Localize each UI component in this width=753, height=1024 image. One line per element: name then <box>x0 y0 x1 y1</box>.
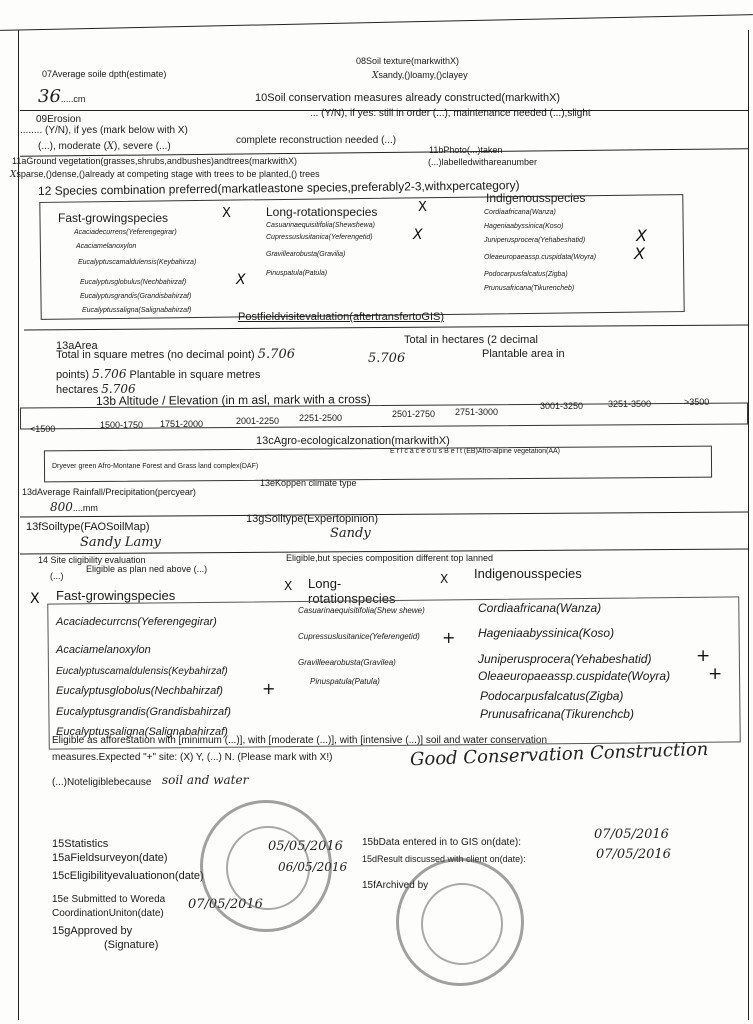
f13a-l1-value: 5.706 <box>257 347 295 362</box>
f12-indig-cross-1: X <box>636 226 647 245</box>
f15b-value: 07/05/2016 <box>594 827 669 842</box>
f13d-label: 13dAverage Rainfall/Precipitation(percyear) <box>22 487 196 497</box>
f12-label: 12 Species combination preferred(markatleastone species,preferably2-3,withxpercategory) <box>37 178 520 198</box>
top-border <box>0 14 753 31</box>
f13a-l1 <box>56 348 295 361</box>
f13f-value: Sandy Lamy <box>80 535 161 550</box>
f09-line2-wrap <box>38 142 171 152</box>
f14-indig-plus-2: + <box>708 664 723 684</box>
f14-hw2: soil and water <box>162 773 249 787</box>
f15d-value: 07/05/2016 <box>596 847 671 862</box>
f14-indig-item-2: Juniperusprocera(Yehabeshatid) <box>478 652 652 666</box>
f09-line1: ........ (Y/N), if yes (mark below with X) <box>20 125 188 136</box>
rule-3 <box>24 324 748 330</box>
f14-indig-item-3: Oleaeuropaeassp.cuspidate(Woyra) <box>478 669 671 683</box>
f13b-cell-4: 2251-2500 <box>299 413 343 423</box>
f14-indig-plus-1: + <box>696 646 711 666</box>
f12-long-item-2: Gravillearobusta(Gravilia) <box>266 251 346 258</box>
f13a-l2c: Plantable area in <box>482 348 565 360</box>
f13c-opt1: Dryever green Afro-Montane Forest and Grass land complex(DAF) <box>52 463 259 470</box>
office-stamp-right <box>396 858 524 986</box>
f07-value-wrap <box>38 88 85 106</box>
f14-opt1p: (...) <box>50 571 64 581</box>
f14-indig-item-4: Podocarpusfalcatus(Zigba) <box>480 689 624 703</box>
f13b-cell-9: >3500 <box>684 397 710 407</box>
f13d-value: 800 <box>50 500 73 514</box>
f11a-mark: X <box>10 170 17 180</box>
f13b-cell-2: 1751-2000 <box>160 419 204 429</box>
f12-long-item-1: Cupressuslusitanica(Yeferengetid) <box>266 234 373 241</box>
f12-indig-item-2: Juniperusprocera(Yehabeshatid) <box>484 237 586 244</box>
f15c-label: 15cEligibilityevaluationon(date) <box>52 870 204 882</box>
f13b-cell-6: 2751-3000 <box>455 407 499 417</box>
f12-long-mark: X <box>418 200 427 215</box>
f14-fast-item-3: Eucalyptusglobolus(Nechbahirzaf) <box>56 685 223 697</box>
f12-long-item-0: Casuarinaequisitifolia(Shewshewa) <box>266 222 375 229</box>
f08-label: 08Soil texture(markwithX) <box>356 56 460 66</box>
f14-long-item-1: Cupressuslusitanice(Yeferengetid) <box>298 632 420 641</box>
f12-fast-item-1: Acaciamelanoxylon <box>76 243 137 250</box>
f09-line2b: ), severe (...) <box>114 141 171 152</box>
f13f-label: 13fSoiltype(FAOSoilMap) <box>26 521 150 533</box>
f07-unit: .....cm <box>60 94 86 104</box>
f14-affor2: measures.Expected "+" site: (X) Y, (...) N. (Please mark with X!) <box>52 752 333 763</box>
f12-indig-item-3: Oleaeuropaeassp.cuspidata(Woyra) <box>484 254 597 261</box>
f07-label: 07Average soile dpth(estimate) <box>42 69 167 79</box>
f08-mark: X <box>372 71 379 81</box>
f14-indig-item-5: Prunusafricana(Tikurenchcb) <box>480 707 634 721</box>
f15e-label2: CoordinationUniton(date) <box>52 908 164 919</box>
f14-long-plus: + <box>442 628 456 647</box>
f14-fast-mark: X <box>30 591 40 607</box>
f08-options: sandy,()loamy,()clayey <box>378 70 468 80</box>
f12-fast-item-3: Eucalyptusglobulus(Nechbahirzaf) <box>80 279 187 286</box>
f13c-opt2: E r i c a c e o u s B e l t (EB)Afro-alpine vegetation(AA) <box>390 448 561 455</box>
f13d-unit: ....mm <box>72 503 98 513</box>
f13b-cell-0: <1500 <box>30 424 56 434</box>
f14-indig-title: Indigenousspecies <box>474 566 582 581</box>
f14-long-title1: Long- <box>308 576 342 591</box>
f14-fast-item-5: Eucalyptussaligna(Salignabahirzaf) <box>56 726 228 738</box>
f15e-value: 07/05/2016 <box>188 897 263 912</box>
f13a-l2-text: points) <box>56 369 90 381</box>
rule-4 <box>20 511 748 517</box>
f13b-label: 13b Altitude / Elevation (in m asl, mark with a cross) <box>95 392 371 408</box>
f12-fast-title: Fast-growingspecies <box>58 211 169 225</box>
f13a-l2b: Plantable in square metres <box>129 369 261 381</box>
f12-fast-mark: X <box>222 206 231 221</box>
f13b-cell-5: 2501-2750 <box>392 409 436 419</box>
f14-fast-plus: + <box>262 679 276 698</box>
f12-fast-cross: X <box>236 272 246 288</box>
f14-opt1: Eligible as plan ned above (...) <box>86 564 208 574</box>
f07-value: 36 <box>38 86 61 107</box>
f13a-l3-value: 5.706 <box>101 382 136 396</box>
f13a-l3-text: hectares <box>56 384 99 396</box>
f13b-cell-1: 1500-1750 <box>100 420 144 430</box>
f13b-cell-7: 3001-3250 <box>540 401 584 411</box>
f13a-label: 13aArea <box>56 340 98 352</box>
f14-long-item-0: Casuarinaequisitifolia(Shew shewe) <box>298 606 425 615</box>
f14-long-mark: X <box>284 579 293 593</box>
f13d-value-wrap <box>50 501 98 513</box>
f12-long-cross: X <box>413 227 423 243</box>
f14-long-title2: rotationspecies <box>308 591 396 606</box>
f12-indig-item-1: Hageniaabyssinica(Koso) <box>484 223 564 230</box>
f14-opt2: Eligible,but species composition different top lanned <box>286 553 493 563</box>
f11b-label: 11bPhoto(...)taken <box>429 145 503 155</box>
f10-label: 10Soil conservation measures already constructed(markwithX) <box>255 92 561 104</box>
post-title: Postfieldvisitevaluation(aftertransfertoGIS) <box>238 311 445 323</box>
f15g-label1: 15gApproved by <box>52 925 133 937</box>
f14-long-item-2: Gravilleearobusta(Gravilea) <box>298 658 396 667</box>
f13e-label: 13eKoppen climate type <box>260 478 357 488</box>
f13a-l2-value2: 5.706 <box>368 351 406 366</box>
f10-line2: complete reconstruction needed (...) <box>236 135 397 146</box>
f14-fast-title: Fast-growingspecies <box>56 588 176 603</box>
f13c-label: 13cAgro-ecologicalzonation(markwithX) <box>256 435 450 447</box>
f13a-l1b: Total in hectares (2 decimal <box>404 334 538 346</box>
f13a-l1-text: Total in square metres (no decimal point) <box>56 349 255 361</box>
f14-indig-item-1: Hageniaabyssinica(Koso) <box>478 626 615 640</box>
f14-fast-item-4: Eucalyptusgrandis(Grandisbahirzaf) <box>56 706 231 718</box>
f09-label: 09Erosion <box>36 114 82 125</box>
f14-hw1: Good Conservation Construction <box>409 738 709 771</box>
f11b-line2: (...)labelledwithareanumber <box>428 157 538 167</box>
f14-fast-item-2: Eucalyptuscamaldulensis(Keybahirzaf) <box>56 666 228 677</box>
f14-indig-mark: X <box>440 572 449 586</box>
f13a-l2 <box>56 368 260 381</box>
f15b-label: 15bData entered in to GIS on(date): <box>362 837 521 848</box>
f14-long-item-3: Pinuspatula(Patula) <box>310 677 380 686</box>
f12-fast-item-0: Acaciadecurrens(Yeferengegirar) <box>74 229 177 236</box>
office-stamp-left <box>200 800 332 932</box>
f14-affor1: Eligible as afforestation with [minimum (...)], with [moderate (...)], with [intensive (...)] soil and water conservation <box>52 735 548 746</box>
f13b-cell-3: 2001-2250 <box>236 416 280 426</box>
f13g-label: 13gSoiltype(Expertopinion) <box>246 513 379 525</box>
f12-long-title: Long-rotationspecies <box>266 205 378 219</box>
f13g-value: Sandy <box>330 526 371 541</box>
f09-mark: X <box>106 141 115 152</box>
f15f-label: 15fArchived by <box>362 880 429 891</box>
right-border <box>748 30 749 1020</box>
f11a-options: sparse,()dense,()already at competing stage with trees to be planted,() trees <box>16 169 320 179</box>
f10-line1: ... (Y/N), if yes: still in order (...), maintenance needed (...),slight <box>310 108 591 119</box>
f12-long-item-3: Pinuspatula(Patula) <box>266 270 328 277</box>
f12-indig-item-0: Cordiaafricana(Wanza) <box>484 209 556 216</box>
f12-fast-item-5: Eucalyptussaligna(Salignabahirzaf) <box>82 307 192 314</box>
f15a-label: 15aFieldsurveyon(date) <box>52 852 168 864</box>
f12-fast-item-2: Eucalyptuscamaldulensis(Keybahirza) <box>78 259 197 266</box>
f15g-label2: (Signature) <box>104 939 159 951</box>
f14-note: (...)Noteligiblebecause <box>52 777 152 788</box>
f14-fast-item-1: Acaciamelanoxylon <box>56 644 151 656</box>
f13b-cell-8: 3251-3500 <box>608 399 652 409</box>
f14-label: 14 Site cligibility evaluation <box>38 555 146 565</box>
f12-indig-item-5: Prunusafricana(Tikurencheb) <box>484 285 575 292</box>
f15e-label1: 15e Submitted to Woreda <box>52 894 166 905</box>
f11a-options-wrap <box>10 170 320 180</box>
f15a-value: 05/05/2016 <box>268 839 343 854</box>
f12-indig-title: Indigenousspecies <box>486 191 586 205</box>
f09-line2: (...), moderate ( <box>38 141 107 152</box>
f15c-value: 06/05/2016 <box>278 860 348 874</box>
f11a-label: 11aGround vegetation(grasses,shrubs,andbushes)andtrees(markwithX) <box>12 156 297 166</box>
f13a-l2-value: 5.706 <box>92 367 127 381</box>
f14-fast-item-0: Acaciadecurrcns(Yeferengegirar) <box>56 616 217 628</box>
f12-indig-cross-2: X <box>634 244 645 263</box>
f15d-label: 15dResult discussed with client on(date): <box>362 854 526 864</box>
f14-indig-item-0: Cordiaafricana(Wanza) <box>478 601 602 615</box>
f12-indig-item-4: Podocarpusfalcatus(Zigba) <box>484 271 568 278</box>
f12-fast-item-4: Eucalyptusgrandis(Grandisbahirzaf) <box>80 293 192 300</box>
f08-options-wrap <box>372 71 468 81</box>
f15-label: 15Statistics <box>52 838 109 850</box>
